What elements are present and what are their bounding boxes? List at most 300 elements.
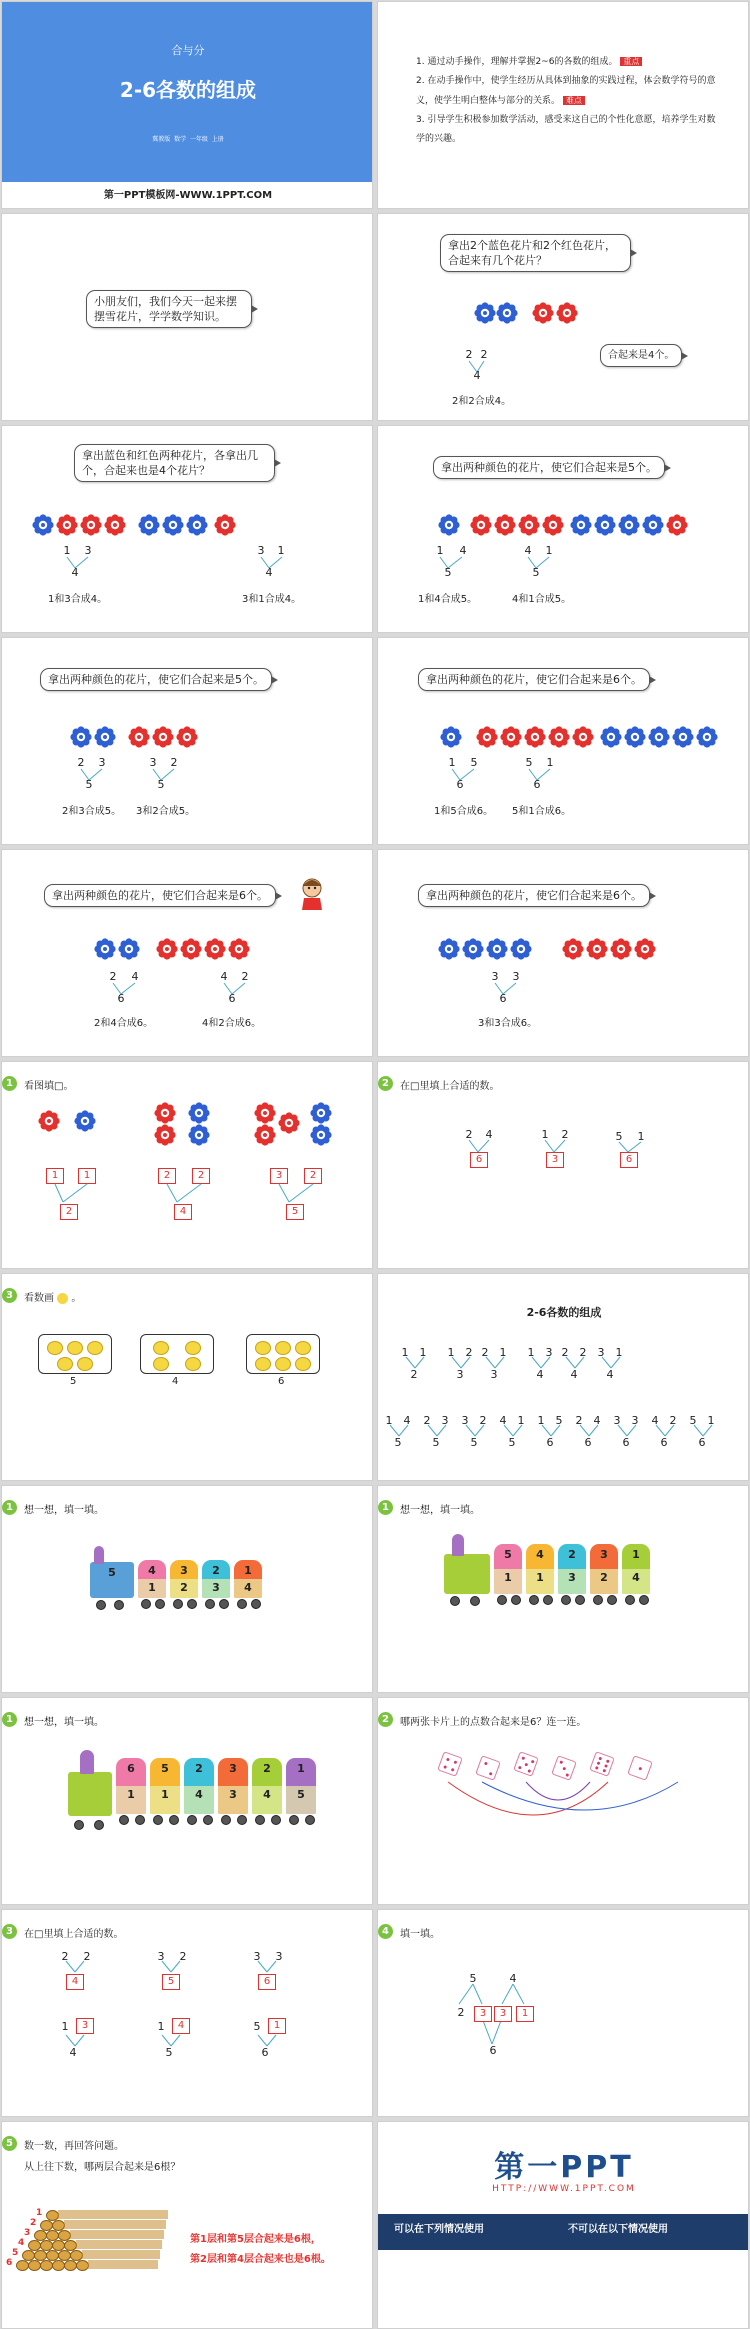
train-car bbox=[622, 1544, 650, 1594]
slide-compose-6a[interactable] bbox=[377, 637, 749, 845]
flower-sticker-icon bbox=[153, 1341, 169, 1355]
wheel bbox=[511, 1595, 521, 1605]
sum: 6 bbox=[533, 778, 541, 791]
wheel bbox=[219, 1599, 229, 1609]
pip bbox=[559, 1760, 563, 1764]
car-number-bottom: 3 bbox=[212, 1581, 220, 1594]
exercise-title: 想一想，填一填。 bbox=[24, 1717, 104, 1728]
objective-2: 2. 在动手操作中，使学生经历从具体到抽象的实践过程，体会数学符号的意义，使学生明白整体与部分的关系。 难点 bbox=[416, 76, 716, 106]
sum: 6 bbox=[622, 1436, 630, 1449]
part-a: 2 bbox=[561, 1346, 569, 1359]
red-flower-icon bbox=[666, 514, 688, 536]
red-flower-icon bbox=[180, 938, 202, 960]
wheel bbox=[607, 1595, 617, 1605]
sum: 5 bbox=[394, 1436, 402, 1449]
answer-box[interactable]: 1 bbox=[78, 1168, 96, 1184]
train-car bbox=[526, 1544, 554, 1594]
part-b: 2 bbox=[465, 1346, 473, 1359]
part-a: 2 bbox=[465, 348, 473, 361]
part-b: 4 bbox=[485, 1128, 493, 1141]
red-flower-icon bbox=[572, 726, 594, 748]
wheel bbox=[141, 1599, 151, 1609]
part-b: 2 bbox=[579, 1346, 587, 1359]
locomotive bbox=[68, 1772, 112, 1816]
part-a: 2 bbox=[575, 1414, 583, 1427]
wheel bbox=[114, 1600, 124, 1610]
speech-bubble: 拿出蓝色和红色两种花片，各拿出几个，合起来也是4个花片？ bbox=[74, 444, 275, 482]
red-flower-icon bbox=[154, 1102, 176, 1124]
part-b: 3 bbox=[84, 544, 92, 557]
part-a: 3 bbox=[157, 1950, 165, 1963]
log-body bbox=[82, 2250, 160, 2259]
slide-compose-6b[interactable] bbox=[1, 849, 373, 1057]
flower-sticker-icon bbox=[67, 1341, 83, 1355]
train-car bbox=[116, 1758, 146, 1814]
flower-sticker-icon bbox=[87, 1341, 103, 1355]
red-flower-icon bbox=[524, 726, 546, 748]
wheel bbox=[271, 1815, 281, 1825]
wheel bbox=[187, 1815, 197, 1825]
car-number-top: 3 bbox=[600, 1548, 608, 1561]
exercise-number-badge: 1 bbox=[2, 1712, 17, 1727]
car-number-top: 1 bbox=[632, 1548, 640, 1561]
flower-sticker-icon bbox=[255, 1341, 271, 1355]
wheel bbox=[639, 1595, 649, 1605]
train-car bbox=[494, 1544, 522, 1594]
split-lines bbox=[46, 1182, 96, 1206]
count-label: 5 bbox=[70, 1376, 77, 1387]
slide-compose-4[interactable] bbox=[1, 425, 373, 633]
pip bbox=[638, 1767, 642, 1771]
caption-left: 2和4合成6。 bbox=[94, 1018, 154, 1029]
pip bbox=[595, 1766, 599, 1770]
blue-flower-icon bbox=[188, 1124, 210, 1146]
dice-card-1[interactable] bbox=[437, 1751, 463, 1777]
answer-box[interactable]: 2 bbox=[60, 1204, 78, 1220]
dice-card-6[interactable] bbox=[627, 1755, 653, 1781]
question: 从上往下数，哪两层合起来是6根？ bbox=[24, 2162, 181, 2173]
car-number-top: 2 bbox=[568, 1548, 576, 1561]
difficulty-tag: 难点 bbox=[563, 96, 585, 105]
drawing-card-4[interactable] bbox=[140, 1334, 214, 1374]
part-a: 3 bbox=[597, 1346, 605, 1359]
layer-number: 3 bbox=[24, 2228, 31, 2238]
top-number: 4 bbox=[509, 1972, 517, 1985]
car-number-top: 1 bbox=[244, 1564, 252, 1577]
blue-flower-icon bbox=[474, 302, 496, 324]
sum: 3 bbox=[490, 1368, 498, 1381]
part-a: 5 bbox=[615, 1130, 623, 1143]
bottom-number: 6 bbox=[489, 2044, 497, 2057]
blue-flower-icon bbox=[642, 514, 664, 536]
blue-flower-icon bbox=[186, 514, 208, 536]
part-a: 2 bbox=[465, 1128, 473, 1141]
chimney bbox=[80, 1750, 94, 1774]
wheel bbox=[529, 1595, 539, 1605]
part-a: 4 bbox=[499, 1414, 507, 1427]
locomotive-number: 5 bbox=[108, 1566, 116, 1579]
red-flower-icon bbox=[562, 938, 584, 960]
answer-box[interactable]: 2 bbox=[158, 1168, 176, 1184]
car-number-top: 6 bbox=[127, 1762, 135, 1775]
wheel bbox=[96, 1600, 106, 1610]
blue-flower-icon bbox=[600, 726, 622, 748]
exercise-title: 数一数，再回答问题。 bbox=[24, 2141, 124, 2152]
car-number-bottom: 2 bbox=[600, 1571, 608, 1584]
usage-list bbox=[378, 2250, 749, 2329]
red-flower-icon bbox=[634, 938, 656, 960]
flower-sticker-icon bbox=[275, 1357, 291, 1371]
sum: 3 bbox=[456, 1368, 464, 1381]
answer-box[interactable]: 6 bbox=[620, 1152, 638, 1168]
brand-logo: 第一PPT bbox=[494, 2150, 634, 2185]
pip bbox=[527, 1769, 531, 1773]
wheel bbox=[251, 1599, 261, 1609]
wheel bbox=[237, 1599, 247, 1609]
part-a: 5 bbox=[253, 2020, 261, 2033]
layer-number: 1 bbox=[36, 2208, 43, 2218]
log-body bbox=[88, 2260, 158, 2269]
dice-card-5[interactable] bbox=[589, 1751, 615, 1777]
pip bbox=[565, 1773, 569, 1777]
locomotive bbox=[90, 1562, 134, 1598]
split-lines bbox=[252, 1960, 282, 1974]
car-number-top: 2 bbox=[263, 1762, 271, 1775]
red-flower-icon bbox=[56, 514, 78, 536]
slide-fill-tree[interactable] bbox=[377, 1909, 749, 2117]
pip bbox=[518, 1766, 522, 1770]
caption-left: 2和3合成5。 bbox=[62, 806, 122, 817]
blue-flower-icon bbox=[438, 514, 460, 536]
red-flower-icon bbox=[204, 938, 226, 960]
wheel bbox=[625, 1595, 635, 1605]
part-b: 3 bbox=[98, 756, 106, 769]
car-number-bottom: 4 bbox=[195, 1788, 203, 1801]
cannot-use-heading: 不可以在以下情况使用 bbox=[568, 2224, 668, 2235]
train bbox=[444, 1530, 684, 1620]
wheel bbox=[593, 1595, 603, 1605]
speech-bubble: 小朋友们，我们今天一起来摆摆雪花片，学学数学知识。 bbox=[86, 290, 252, 328]
part-a: 1 bbox=[157, 2020, 165, 2033]
answer-box[interactable]: 4 bbox=[174, 1204, 192, 1220]
wheel bbox=[173, 1599, 183, 1609]
exercise-title: 想一想，填一填。 bbox=[24, 1505, 104, 1516]
wheel bbox=[221, 1815, 231, 1825]
pip bbox=[484, 1762, 488, 1766]
slide-2-and-2[interactable] bbox=[377, 213, 749, 421]
sum: 6 bbox=[499, 992, 507, 1005]
blue-flower-icon bbox=[94, 726, 116, 748]
blue-flower-icon bbox=[188, 1102, 210, 1124]
wheel bbox=[305, 1815, 315, 1825]
slide-exercise-draw[interactable] bbox=[1, 1273, 373, 1481]
usage-panel bbox=[378, 2214, 749, 2329]
exercise-number-badge: 1 bbox=[2, 1076, 17, 1091]
drawing-card-5[interactable] bbox=[38, 1334, 112, 1374]
dice-card-4[interactable] bbox=[551, 1755, 577, 1781]
slide-intro[interactable] bbox=[1, 213, 373, 421]
pip bbox=[531, 1760, 535, 1764]
red-flower-icon bbox=[38, 1110, 60, 1132]
wheel bbox=[74, 1820, 84, 1830]
car-number-bottom: 1 bbox=[504, 1571, 512, 1584]
caption-left: 1和3合成4。 bbox=[48, 594, 108, 605]
can-use-heading: 可以在下列情况使用 bbox=[394, 2224, 484, 2235]
answer-box[interactable]: 4 bbox=[172, 2018, 190, 2034]
slide-brand[interactable] bbox=[377, 2121, 749, 2329]
flower-sticker-icon bbox=[153, 1357, 169, 1371]
split-lines bbox=[270, 1182, 320, 1206]
slide-train-6a[interactable] bbox=[377, 1485, 749, 1693]
red-flower-icon bbox=[610, 938, 632, 960]
sum: 5 bbox=[157, 778, 165, 791]
blue-flower-icon bbox=[594, 514, 616, 536]
part-a: 4 bbox=[220, 970, 228, 983]
blue-flower-icon bbox=[672, 726, 694, 748]
dice-card-3[interactable] bbox=[513, 1751, 539, 1777]
exercise-title: 填一填。 bbox=[400, 1929, 440, 1940]
exercise-title: 在□里填上合适的数。 bbox=[400, 1081, 500, 1092]
sum: 4 bbox=[536, 1368, 544, 1381]
red-flower-icon bbox=[542, 514, 564, 536]
dice-card-2[interactable] bbox=[475, 1755, 501, 1781]
blue-flower-icon bbox=[648, 726, 670, 748]
red-flower-icon bbox=[476, 726, 498, 748]
sum: 6 bbox=[228, 992, 236, 1005]
part-b: 3 bbox=[441, 1414, 449, 1427]
pip bbox=[598, 1757, 602, 1761]
wheel bbox=[237, 1815, 247, 1825]
sum: 4 bbox=[570, 1368, 578, 1381]
pip bbox=[446, 1758, 450, 1762]
slide-compose-5b[interactable] bbox=[1, 637, 373, 845]
part-a: 3 bbox=[461, 1414, 469, 1427]
sum: 5 bbox=[508, 1436, 516, 1449]
part-b: 2 bbox=[83, 1950, 91, 1963]
part-b: 1 bbox=[499, 1346, 507, 1359]
answer-box[interactable]: 3 bbox=[494, 2006, 512, 2022]
red-flower-icon bbox=[586, 938, 608, 960]
wheel bbox=[155, 1599, 165, 1609]
count-label: 4 bbox=[172, 1376, 179, 1387]
objective-1: 1. 通过动手操作，理解并掌握2~6的各数的组成。 重点 bbox=[416, 52, 716, 72]
slide-exercise-look-fill[interactable] bbox=[1, 1061, 373, 1269]
part-a: 3 bbox=[149, 756, 157, 769]
split-lines bbox=[158, 1182, 208, 1206]
red-flower-icon bbox=[254, 1124, 276, 1146]
wheel bbox=[561, 1595, 571, 1605]
red-flower-icon bbox=[278, 1112, 300, 1134]
sum: 6 bbox=[546, 1436, 554, 1449]
part-a: 2 bbox=[109, 970, 117, 983]
answer-box[interactable]: 3 bbox=[546, 1152, 564, 1168]
brand-url[interactable]: HTTP://WWW.1PPT.COM bbox=[492, 2184, 636, 2194]
locomotive bbox=[444, 1554, 490, 1594]
answer-box[interactable]: 1 bbox=[268, 2018, 286, 2034]
answer-box[interactable]: 2 bbox=[192, 1168, 210, 1184]
layer-number: 2 bbox=[30, 2218, 37, 2228]
note-bubble: 合起来是4个。 bbox=[600, 344, 682, 367]
answer-box[interactable]: 6 bbox=[258, 1974, 276, 1990]
sum: 6 bbox=[660, 1436, 668, 1449]
part-b: 3 bbox=[512, 970, 520, 983]
pip bbox=[602, 1769, 606, 1773]
meta-line: 冀教版 数学 一年级 上册 bbox=[152, 136, 224, 143]
sum: 5 bbox=[85, 778, 93, 791]
exercise-title: 哪两张卡片上的点数合起来是6？连一连。 bbox=[400, 1717, 587, 1728]
pip bbox=[604, 1764, 608, 1768]
red-flower-icon bbox=[556, 302, 578, 324]
caption-left: 1和5合成6。 bbox=[434, 806, 494, 817]
slide-train-5[interactable] bbox=[1, 1485, 373, 1693]
answer-box[interactable]: 5 bbox=[286, 1204, 304, 1220]
car-number-top: 1 bbox=[297, 1762, 305, 1775]
drawing-card-6[interactable] bbox=[246, 1334, 320, 1374]
slide-objectives[interactable] bbox=[377, 1, 749, 209]
red-flower-icon bbox=[176, 726, 198, 748]
part-b: 2 bbox=[170, 756, 178, 769]
blue-flower-icon bbox=[138, 514, 160, 536]
caption-right: 3和2合成5。 bbox=[136, 806, 196, 817]
slide-title[interactable] bbox=[1, 1, 373, 209]
exercise-number-badge: 1 bbox=[2, 1500, 17, 1515]
part-b: 2 bbox=[241, 970, 249, 983]
sum: 4 bbox=[69, 2046, 77, 2059]
log-body bbox=[76, 2240, 162, 2249]
objectives-list bbox=[416, 52, 716, 149]
part-a: 2 bbox=[481, 1346, 489, 1359]
wheel bbox=[450, 1596, 460, 1606]
flower-sticker-icon bbox=[295, 1341, 311, 1355]
part-a: 2 bbox=[423, 1414, 431, 1427]
summary-title: 2-6各数的组成 bbox=[526, 1306, 602, 1319]
answer-box[interactable]: 1 bbox=[46, 1168, 64, 1184]
part-a: 5 bbox=[689, 1414, 697, 1427]
red-flower-icon bbox=[104, 514, 126, 536]
blue-flower-icon bbox=[310, 1102, 332, 1124]
blue-flower-icon bbox=[310, 1124, 332, 1146]
part-b: 2 bbox=[561, 1128, 569, 1141]
car-number-bottom: 1 bbox=[536, 1571, 544, 1584]
wheel bbox=[203, 1815, 213, 1825]
part-a: 3 bbox=[613, 1414, 621, 1427]
wheel bbox=[470, 1596, 480, 1606]
slide-logs[interactable] bbox=[1, 2121, 373, 2329]
wheel bbox=[187, 1599, 197, 1609]
answer-box[interactable]: 3 bbox=[474, 2006, 492, 2022]
subtitle: 合与分 bbox=[171, 44, 205, 57]
blue-flower-icon bbox=[162, 514, 184, 536]
red-flower-icon bbox=[152, 726, 174, 748]
exercise-number-badge: 5 bbox=[2, 2136, 17, 2151]
answer-box[interactable]: 5 bbox=[162, 1974, 180, 1990]
speech-bubble: 拿出两种颜色的花片，使它们合起来是6个。 bbox=[418, 884, 650, 907]
pip bbox=[521, 1756, 525, 1760]
slide-compose-5a[interactable] bbox=[377, 425, 749, 633]
sum: 6 bbox=[261, 2046, 269, 2059]
part-b: 1 bbox=[637, 1130, 645, 1143]
red-flower-icon bbox=[254, 1102, 276, 1124]
blue-flower-icon bbox=[438, 938, 460, 960]
slide-train-6b[interactable] bbox=[1, 1697, 373, 1905]
exercise-title: 看数画 。 bbox=[24, 1293, 82, 1304]
blue-flower-icon bbox=[486, 938, 508, 960]
caption: 3和3合成6。 bbox=[478, 1018, 538, 1029]
red-flower-icon bbox=[156, 938, 178, 960]
red-flower-icon bbox=[214, 514, 236, 536]
slide-dice-connect[interactable] bbox=[377, 1697, 749, 1905]
layer-number: 5 bbox=[12, 2248, 19, 2258]
answer-box[interactable]: 3 bbox=[76, 2018, 94, 2034]
sum: 4 bbox=[265, 566, 273, 579]
split-lines bbox=[156, 1960, 186, 1974]
train-car bbox=[558, 1544, 586, 1594]
wheel bbox=[255, 1815, 265, 1825]
blue-flower-icon bbox=[624, 726, 646, 748]
blue-flower-icon bbox=[440, 726, 462, 748]
part-b: 4 bbox=[593, 1414, 601, 1427]
wheel bbox=[497, 1595, 507, 1605]
log-body bbox=[64, 2220, 166, 2229]
slide-exercise-boxes-2[interactable] bbox=[1, 1909, 373, 2117]
red-flower-icon bbox=[128, 726, 150, 748]
flower-sticker-icon bbox=[185, 1341, 201, 1355]
part-b: 4 bbox=[131, 970, 139, 983]
answer-box[interactable]: 1 bbox=[516, 2006, 534, 2022]
wheel bbox=[575, 1595, 585, 1605]
part-b: 5 bbox=[470, 756, 478, 769]
part-a: 1 bbox=[448, 756, 456, 769]
part-b: 1 bbox=[277, 544, 285, 557]
slide-exercise-boxes[interactable] bbox=[377, 1061, 749, 1269]
flower-sticker-icon bbox=[255, 1357, 271, 1371]
part-a: 5 bbox=[525, 756, 533, 769]
part-b: 2 bbox=[480, 348, 488, 361]
slide-summary[interactable] bbox=[377, 1273, 749, 1481]
exercise-title: 在□里填上合适的数。 bbox=[24, 1929, 124, 1940]
answer-2: 第2层和第4层合起来也是6根。 bbox=[190, 2254, 331, 2265]
answer-box[interactable]: 3 bbox=[270, 1168, 288, 1184]
blue-flower-icon bbox=[74, 1110, 96, 1132]
sum: 6 bbox=[456, 778, 464, 791]
key-point-tag: 重点 bbox=[620, 57, 642, 66]
part-a: 4 bbox=[651, 1414, 659, 1427]
sum: 6 bbox=[117, 992, 125, 1005]
train-car bbox=[218, 1758, 248, 1814]
slide-compose-6c[interactable] bbox=[377, 849, 749, 1057]
pip bbox=[443, 1765, 447, 1769]
part-b: 2 bbox=[179, 1950, 187, 1963]
exercise-number-badge: 1 bbox=[378, 1500, 393, 1515]
caption-right: 3和1合成4。 bbox=[242, 594, 302, 605]
flower-sticker-icon bbox=[295, 1357, 311, 1371]
answer-box[interactable]: 2 bbox=[304, 1168, 322, 1184]
answer-box[interactable]: 6 bbox=[470, 1152, 488, 1168]
red-flower-icon bbox=[470, 514, 492, 536]
flower-sticker-icon bbox=[47, 1341, 63, 1355]
part-a: 2 bbox=[77, 756, 85, 769]
layer-number: 6 bbox=[6, 2258, 13, 2268]
answer-box[interactable]: 4 bbox=[66, 1974, 84, 1990]
caption-right: 4和1合成5。 bbox=[512, 594, 572, 605]
pip bbox=[562, 1767, 566, 1771]
car-number-top: 3 bbox=[180, 1564, 188, 1577]
site-footer: 第一PPT模板网-WWW.1PPT.COM bbox=[2, 182, 373, 209]
pip bbox=[606, 1759, 610, 1763]
part-b: 1 bbox=[615, 1346, 623, 1359]
layer-number: 4 bbox=[18, 2238, 25, 2248]
part-a: 3 bbox=[491, 970, 499, 983]
